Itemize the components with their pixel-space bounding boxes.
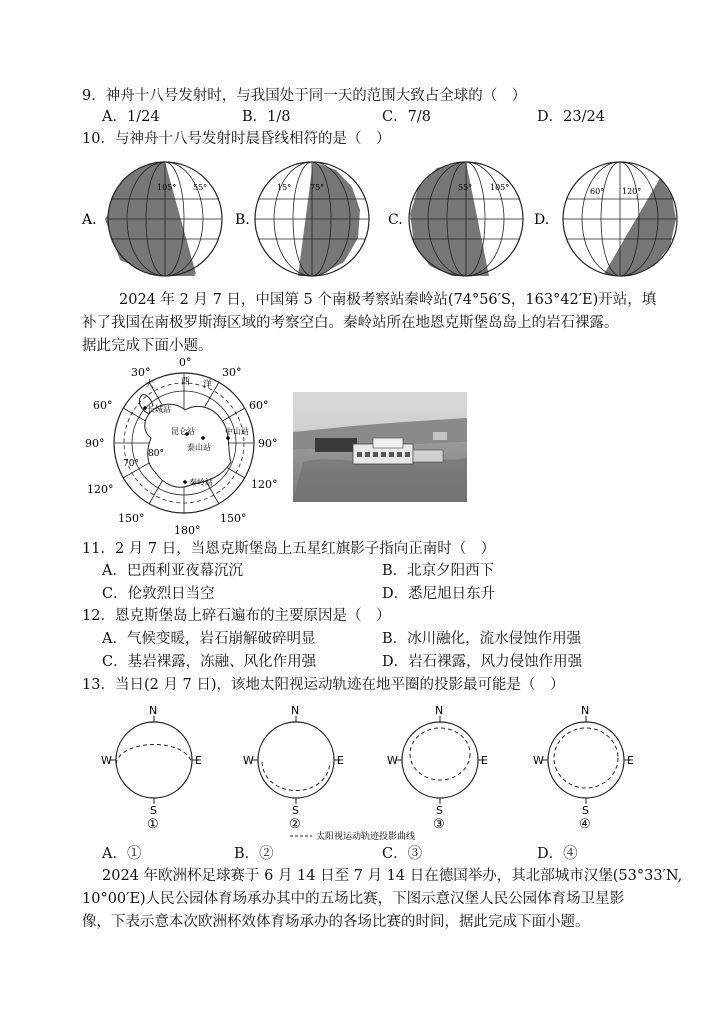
globe-b-label-1: 15° (277, 183, 292, 192)
map-ocean-2: 西 (181, 377, 191, 387)
sunpath-2-n: N (291, 704, 300, 717)
q9-option-b: B．1/8 (242, 109, 291, 125)
sunpath-4 (533, 704, 634, 832)
passage1-line-1: 2024 年 2 月 7 日，中国第 5 个南极考察站秦岭站(74°56′S，163°42′E)开站，填 (119, 292, 657, 308)
sunpath-2-w: W (243, 754, 254, 767)
map-station-qinling: 秦岭站 (189, 478, 213, 487)
passage2-line-3: 像，下表示意本次欧洲杯效体育场承办的各场比赛的时间，据此完成下面小题。 (82, 914, 590, 930)
q11-option-c: C．伦敦烈日当空 (102, 586, 215, 602)
map-lon-150w: 150° (118, 512, 145, 525)
map-lon-30w: 30° (131, 366, 151, 379)
q12-option-b: B．冰川融化，流水侵蚀作用强 (382, 631, 582, 647)
map-lon-0: 0° (179, 356, 192, 369)
q13-option-b: B．② (234, 846, 274, 862)
q13-stem: 13．当日(2 月 7 日)，该地太阳视运动轨迹在地平圈的投影最可能是（ ） (82, 677, 565, 693)
sunpath-3-s: S (436, 804, 443, 817)
globe-d-label-2: 120° (622, 187, 642, 196)
sunpath-4-n: N (581, 704, 590, 717)
q13-option-d: D．④ (537, 846, 578, 862)
globe-c-letter: C. (388, 212, 403, 228)
sunpath-3-number: ③ (433, 817, 445, 832)
q11-stem: 11．2 月 7 日，当恩克斯堡岛上五星红旗影子指向正南时（ ） (82, 541, 496, 557)
q13-sunpath-figure (0, 700, 727, 840)
q12-stem: 12．恩克斯堡岛上碎石遍布的主要原因是（ ） (82, 608, 391, 624)
q11-option-a: A．巴西利亚夜幕沉沉 (102, 563, 243, 579)
sunpath-1-number: ① (147, 817, 159, 832)
sunpath-1-w: W (101, 754, 112, 767)
q9-option-d: D．23/24 (537, 109, 605, 125)
q12-option-c: C．基岩裸露，冻融、风化作用强 (102, 654, 317, 670)
map-lon-30e: 30° (222, 366, 242, 379)
map-lon-150e: 150° (220, 512, 247, 525)
sunpath-1-n: N (149, 704, 158, 717)
map-lat-80: 80° (148, 449, 164, 459)
q13-option-a: A．① (102, 846, 142, 862)
sunpath-4-e: E (627, 754, 634, 767)
globe-c (388, 162, 523, 276)
q13-option-c: C．③ (382, 846, 423, 862)
globe-a (81, 162, 222, 276)
sunpath-2-s: S (292, 804, 299, 817)
sunpath-4-s: S (582, 804, 589, 817)
map-lon-90e: 90° (258, 437, 278, 450)
map-lon-60e: 60° (249, 399, 269, 412)
map-ocean-3: 洋 (203, 380, 213, 390)
globe-a-label-1: 105° (157, 183, 177, 192)
globe-b-label-2: 75° (310, 183, 325, 192)
map-station-changcheng: 长城站 (147, 405, 171, 414)
map-station-zhongshan: 中山站 (225, 427, 249, 436)
q10-stem: 10．与神舟十八号发射时晨昏线相符的是（ ） (82, 131, 391, 147)
map-lon-180: 180° (174, 524, 201, 537)
passage1-line-3: 据此完成下面小题。 (82, 338, 213, 354)
globe-d-letter: D. (534, 212, 550, 228)
sunpath-4-number: ④ (579, 817, 591, 832)
globe-a-label-2: 55° (193, 183, 208, 192)
globe-d-label-1: 60° (590, 187, 605, 196)
passage2-line-2: 10°00′E)人民公园体育场承办其中的五场比赛，下图示意汉堡人民公园体育场卫星影 (82, 891, 625, 907)
globe-d (534, 162, 677, 276)
sunpath-3-w: W (387, 754, 398, 767)
q11-option-d: D．悉尼旭日东升 (382, 586, 496, 602)
sunpath-3 (387, 704, 488, 832)
q9-stem: 9．神舟十八号发射时，与我国处于同一天的范围大致占全球的（ ） (82, 88, 527, 104)
passage1-line-2: 补了我国在南极罗斯海区域的考察空白。秦岭站所在地恩克斯堡岛岛上的岩石裸露。 (82, 315, 619, 331)
sunpath-1 (101, 704, 202, 832)
globe-b (235, 162, 369, 276)
map-ocean-1: 大 (145, 380, 155, 390)
sunpath-2-e: E (337, 754, 344, 767)
sunpath-3-e: E (481, 754, 488, 767)
sunpath-1-s: S (150, 804, 157, 817)
sunpath-1-e: E (195, 754, 202, 767)
map-station-kunlun: 昆仑站 (171, 427, 195, 436)
q11-option-b: B．北京夕阳西下 (382, 563, 495, 579)
q9-option-a: A．1/24 (102, 109, 160, 125)
station-photo (293, 392, 467, 502)
globe-c-label-1: 55° (458, 183, 473, 192)
q10-globes-figure (0, 150, 727, 290)
sunpath-2-number: ② (289, 817, 301, 832)
map-lat-70: 70° (123, 459, 139, 469)
map-lon-120w: 120° (87, 483, 114, 496)
sunpath-4-w: W (533, 754, 544, 767)
legend-text: 太阳视运动轨迹投影曲线 (316, 832, 416, 840)
map-station-taishan: 泰山站 (187, 443, 211, 452)
globe-b-letter: B. (235, 212, 250, 228)
map-lon-120e: 120° (251, 478, 278, 491)
map-lon-90w: 90° (85, 437, 105, 450)
passage2-line-1: 2024 年欧洲杯足球赛于 6 月 14 日至 7 月 14 日在德国举办，其北部城市汉堡(53°33′N, (102, 868, 683, 884)
sunpath-3-n: N (435, 704, 444, 717)
globe-a-letter: A. (82, 212, 97, 228)
globe-c-label-2: 105° (490, 183, 510, 192)
map-lon-60w: 60° (93, 399, 113, 412)
sunpath-2 (243, 704, 344, 832)
q12-option-a: A．气候变暖，岩石崩解破碎明显 (102, 631, 316, 647)
antarctic-map (85, 352, 285, 542)
q12-option-d: D．岩石裸露，风力侵蚀作用强 (382, 654, 583, 670)
q9-option-c: C．7/8 (382, 109, 431, 125)
